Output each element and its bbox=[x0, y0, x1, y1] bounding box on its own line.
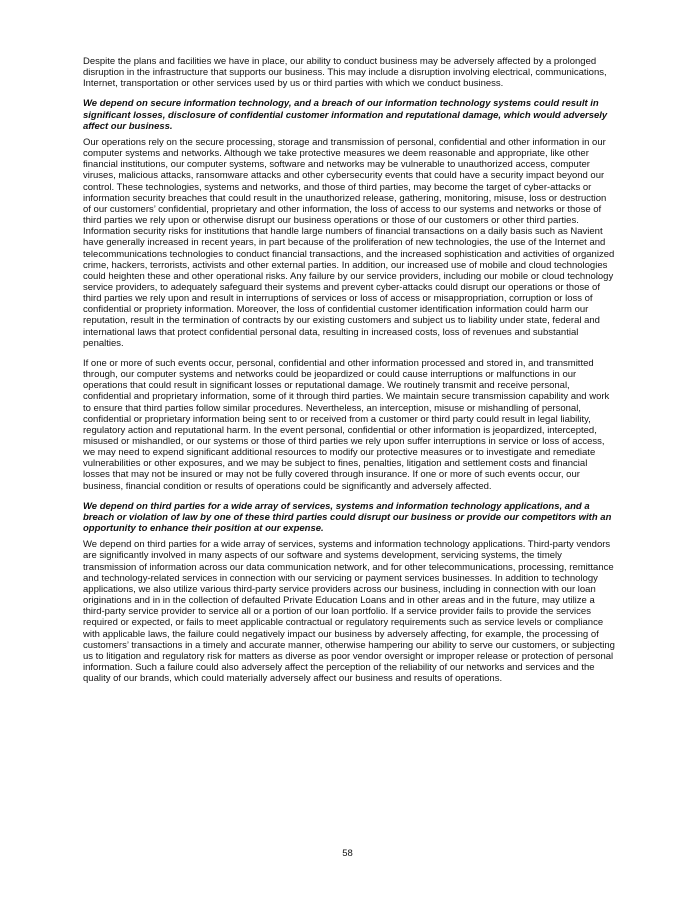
body-paragraph: Despite the plans and facilities we have in place, our ability to conduct business may be adversely affected by a prolonged disruption in the infrastructure that supports our business. This may include a disruption involving electrical, communications, Internet, transportation or other services used by us or third parties with which we conduct business. bbox=[83, 56, 607, 90]
section-heading: We depend on third parties for a wide array of services, systems and information technology applications, and a breach or violation of law by one of these third parties could disrupt our business or provide our competitors with an opportunity to enhance their position at our expense. bbox=[83, 500, 612, 535]
body-paragraph: If one or more of such events occur, personal, confidential and other information processed and stored in, and transmitted through, our computer systems and networks could be jeopardized or could cause interruptions or malfunctions in our operations that could result in significant losses or reputational damage. We routinely transmit and receive personal, confidential and proprietary information, some of it through third parties. We maintain secure transmission capability and work to ensure that third parties follow similar procedures. Nevertheless, an interception, misuse or mishandling of personal, confidential or proprietary information being sent to or received from a customer or third party could result in legal liability, regulatory action and reputational harm. In the event personal, confidential or other information is jeopardized, intercepted, misused or mishandled, or our systems or those of third parties we rely upon suffer interruptions in service or loss of access, we may need to expend significant additional resources to modify our protective measures or to investigate and remediate vulnerabilities or other exposures, and we may be subject to fines, penalties, litigation and settlement costs and financial losses that may not be insured or may not be fully covered through insurance. If one or more of such events occur, our business, financial condition or results of operations could be significantly and adversely affected. bbox=[83, 357, 610, 492]
document-page bbox=[83, 56, 615, 693]
body-paragraph: We depend on third parties for a wide array of services, systems and information technology applications. Third-party vendors are significantly involved in many aspects of our software and systems development, servicing systems, the timely transmission of information across our data communication network, and for other telecommunications, processing, remittance and technology-related services in connection with our servicing or payment services businesses. In addition to technology applications, we also utilize various third-party service providers across our business, including in connection with our loan originations and in in the collection of defaulted Private Education Loans and in other areas and in the future, may utilize a third-party service provider to service all or a portion of our loan portfolio. If a service provider fails to provide the services required or expected, or fails to meet applicable contractual or regulatory requirements such as service levels or compliance with applicable laws, the failure could negatively impact our business by adversely affecting, for example, the processing of customers’ transactions in a timely and accurate manner, otherwise hampering our ability to serve our customers, or subjecting us to litigation and regulatory risk for matters as diverse as poor vendor oversight or improper release or protection of personal information. Such a failure could also adversely affect the perception of the reliability of our networks and services and the quality of our brands, which could materially adversely affect our business and results of operations. bbox=[83, 539, 615, 685]
body-paragraph: Our operations rely on the secure processing, storage and transmission of personal, confidential and other information in our computer systems and networks. Although we take protective measures we deem reasonable and appropriate, like other financial institutions, our computer systems, software and networks may be vulnerable to unauthorized access, computer viruses, malicious attacks, ransomware attacks and other cybersecurity events that could have a security impact beyond our control. These technologies, systems and networks, and those of third parties, may become the target of cyber-attacks or information security breaches that could result in the unauthorized release, gathering, monitoring, misuse, loss or destruction of our customers’ confidential, proprietary and other information, the loss of access to our systems and networks or those of third parties we rely upon or otherwise disrupt our business operations or those of our customers or other third parties. Information security risks for institutions that handle large numbers of financial transactions on a daily basis such as Navient have generally increased in recent years, in part because of the proliferation of new technologies, the use of the Internet and telecommunications technologies to conduct financial transactions, and the increased sophistication and activities of organized crime, hackers, terrorists, activists and other external parties. In addition, our increased use of mobile and cloud technologies could heighten these and other operational risks. Any failure by our service providers, including our mobile or cloud technology service providers, to adequately safeguard their systems and prevent cyber-attacks could disrupt our operations or those of third parties we rely upon and result in interruptions of services or loss of access or misappropriation, corruption or loss of confidential or propriety information. Moreover, the loss of confidential customer identification information could harm our reputation, result in the termination of contracts by our existing customers and subject us to liability under state, federal and international laws that protect confidential personal data, resulting in increased costs, loss of revenues and substantial penalties. bbox=[83, 136, 615, 349]
page-number: 58 bbox=[342, 848, 353, 859]
section-heading: We depend on secure information technology, and a breach of our information technology systems could result in significant losses, disclosure of confidential customer information and reputational damage, which would adversely affect our business. bbox=[83, 98, 608, 132]
